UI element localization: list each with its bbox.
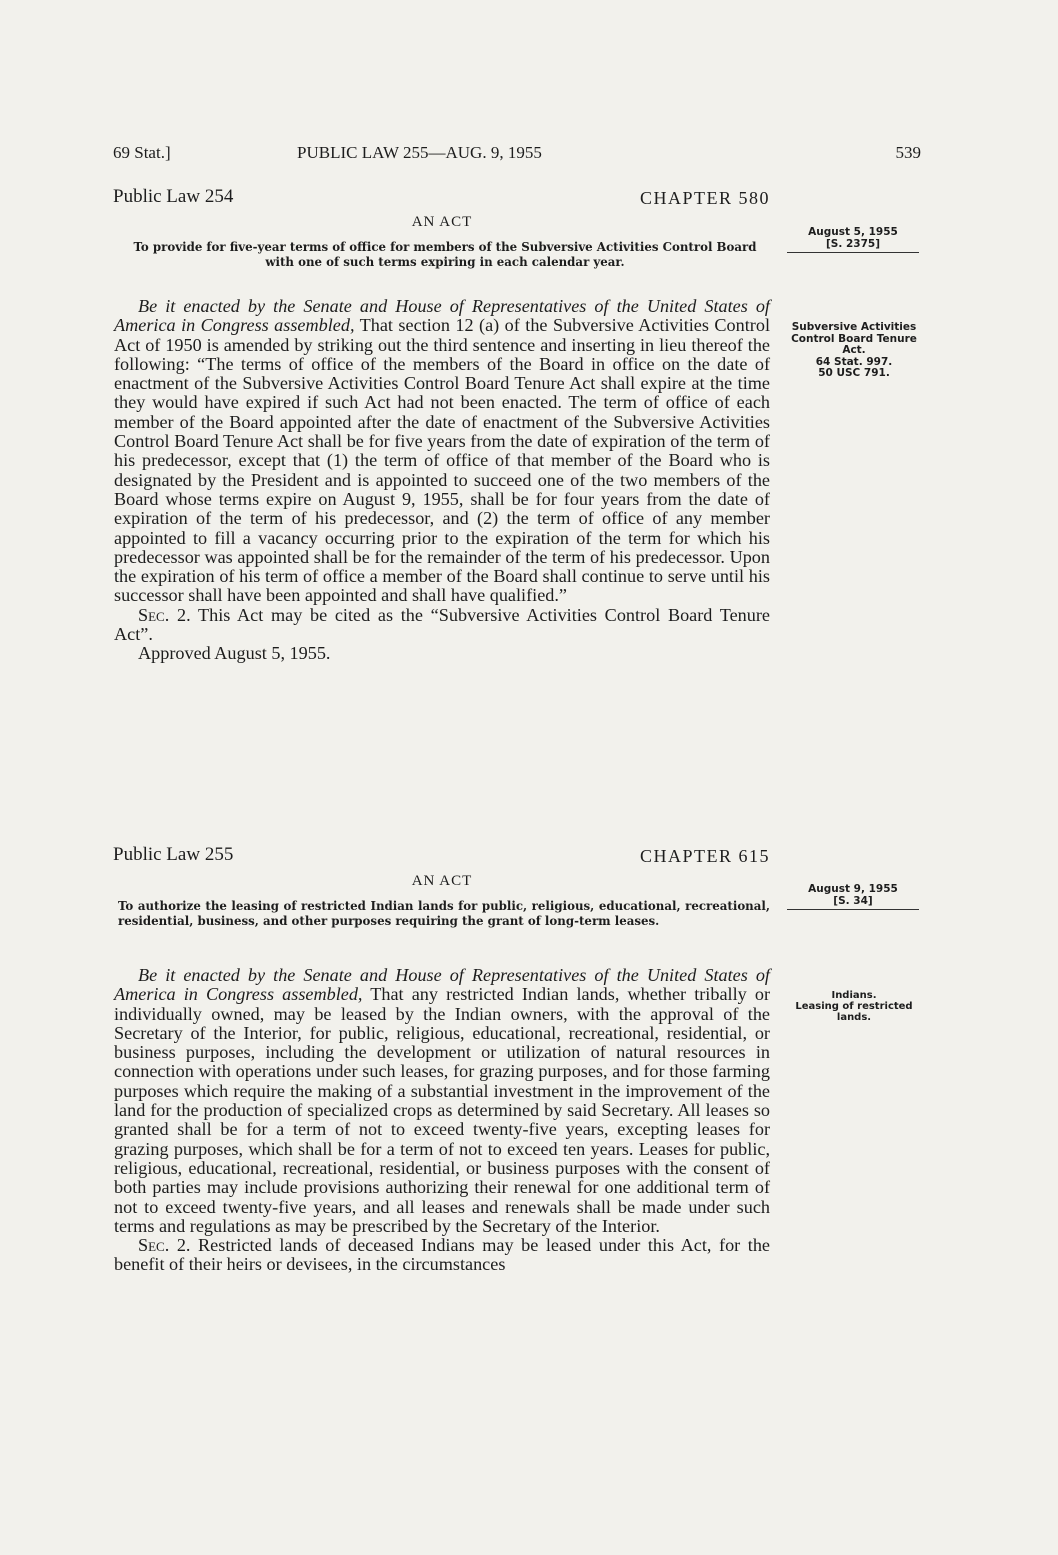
law1-approved: Approved August 5, 1955. bbox=[138, 643, 331, 664]
law2-sec2-text: Restricted lands of deceased Indians may be leased under this Act, for the benefit of their heirs or devisees, in the circumstances bbox=[114, 1235, 770, 1275]
law1-sec2-text: This Act may be cited as the “Subversive Activities Control Board Tenure Act”. bbox=[114, 604, 771, 645]
law2-sec2-label: Sec. 2. bbox=[138, 1235, 191, 1256]
law1-body bbox=[114, 297, 770, 664]
law1-enacting-clause: Be it enacted by the Senate and House of Representatives of the United States of America in Congress assembled, bbox=[114, 296, 770, 336]
law1-date-note bbox=[787, 227, 919, 253]
law1-sec2-label: Sec. 2. bbox=[138, 604, 191, 625]
law2-side-note bbox=[786, 990, 922, 1023]
law2-body bbox=[114, 966, 770, 1275]
law1-side-note bbox=[786, 322, 922, 380]
law1-act-label: AN ACT bbox=[411, 214, 473, 230]
law2-title: Public Law 255 bbox=[113, 844, 234, 865]
law1-purpose: To provide for five-year terms of office for members of the Subversive Activities Control Board with one of such terms expiring in each calendar year. bbox=[133, 240, 757, 269]
law1-side-note-cite2: 50 USC 791. bbox=[818, 367, 890, 379]
law1-date: August 5, 1955 bbox=[808, 226, 898, 238]
law1-side-note-topic: Subversive Activities Control Board Tenure Act. bbox=[791, 321, 917, 356]
law1-section-1-text: That section 12 (a) of the Subversive Activities Control Act of 1950 is amended by striking out the third sentence and inserting in lieu thereof the following: “The terms of office of the members of the Board in office on the date of enactment of the Subversive Activities Control Board Tenure Act shall expire at the time they would have expired if such Act had not been enacted. The term of office of each member of the Board appointed after the date of enactment of the Subversive Activities Control Board Tenure Act shall be for five years from the date of expiration of the term of his predecessor, except that (1) the term of office of that member of the Board who is designated by the President and is appointed to succeed one of the two members of the Board whose terms expire on August 9, 1955, shall be for four years from the date of expiration of the term of his predecessor, and (2) the term of office of any member appointed to fill a vacancy occurring prior to the expiration of the term for which his predecessor was appointed shall be for the remainder of the term of his predecessor. Upon the expiration of his term of office a member of the Board shall continue to serve until his successor shall have been appointed and shall have qualified.” bbox=[114, 315, 770, 606]
law2-act-label: AN ACT bbox=[411, 873, 473, 889]
law2-side-note-line2: Leasing of restricted lands. bbox=[795, 1001, 913, 1023]
law1-title: Public Law 254 bbox=[113, 186, 234, 207]
running-header bbox=[113, 143, 921, 167]
law1-section-1 bbox=[114, 297, 770, 606]
volume-reference: 69 Stat.] bbox=[113, 143, 171, 162]
law1-bill-number: [S. 2375] bbox=[825, 237, 881, 250]
law2-date-note bbox=[787, 884, 919, 910]
law1-chapter: CHAPTER 580 bbox=[639, 188, 770, 208]
law2-purpose: To authorize the leasing of restricted Indian lands for public, religious, educational, recreational, residential, business, and other purposes requiring the grant of long-term leases. bbox=[118, 899, 770, 928]
law2-section-1 bbox=[114, 966, 770, 1236]
law2-section-1-text: That any restricted Indian lands, whether tribally or individually owned, may be leased by the Indian owners, with the approval of the Secretary of the Interior, for public, religious, educational, recreational, residential, or business purposes, including the development or utilization of natural resources in connection with operations under such leases, for grazing purposes, and for those farming purposes which require the making of a substantial investment in the improvement of the land for the production of specialized crops as determined by said Secretary. All leases so granted shall be for a term of not to exceed twenty-five years, excepting leases for grazing purposes, which shall be for a term of not to exceed ten years. Leases for public, religious, educational, recreational, residential, or business purposes with the consent of both parties may include provisions authorizing their renewal for one additional term of not to exceed twenty-five years, and all leases and renewals shall be made under such terms and regulations as may be prescribed by the Secretary of the Interior. bbox=[114, 984, 770, 1236]
law2-date: August 9, 1955 bbox=[808, 883, 898, 895]
page-number: 539 bbox=[895, 143, 921, 162]
law2-chapter: CHAPTER 615 bbox=[639, 846, 770, 866]
law2-enacting-clause: Be it enacted by the Senate and House of Representatives of the United States of America in Congress assembled, bbox=[114, 965, 770, 1005]
law2-section-2 bbox=[114, 1236, 770, 1275]
law1-side-note-cite1: 64 Stat. 997. bbox=[815, 355, 893, 368]
law2-bill-number: [S. 34] bbox=[833, 894, 873, 907]
running-title: PUBLIC LAW 255—AUG. 9, 1955 bbox=[297, 143, 542, 162]
law2-side-note-line1: Indians. bbox=[831, 990, 877, 1001]
law1-section-2 bbox=[114, 606, 770, 645]
